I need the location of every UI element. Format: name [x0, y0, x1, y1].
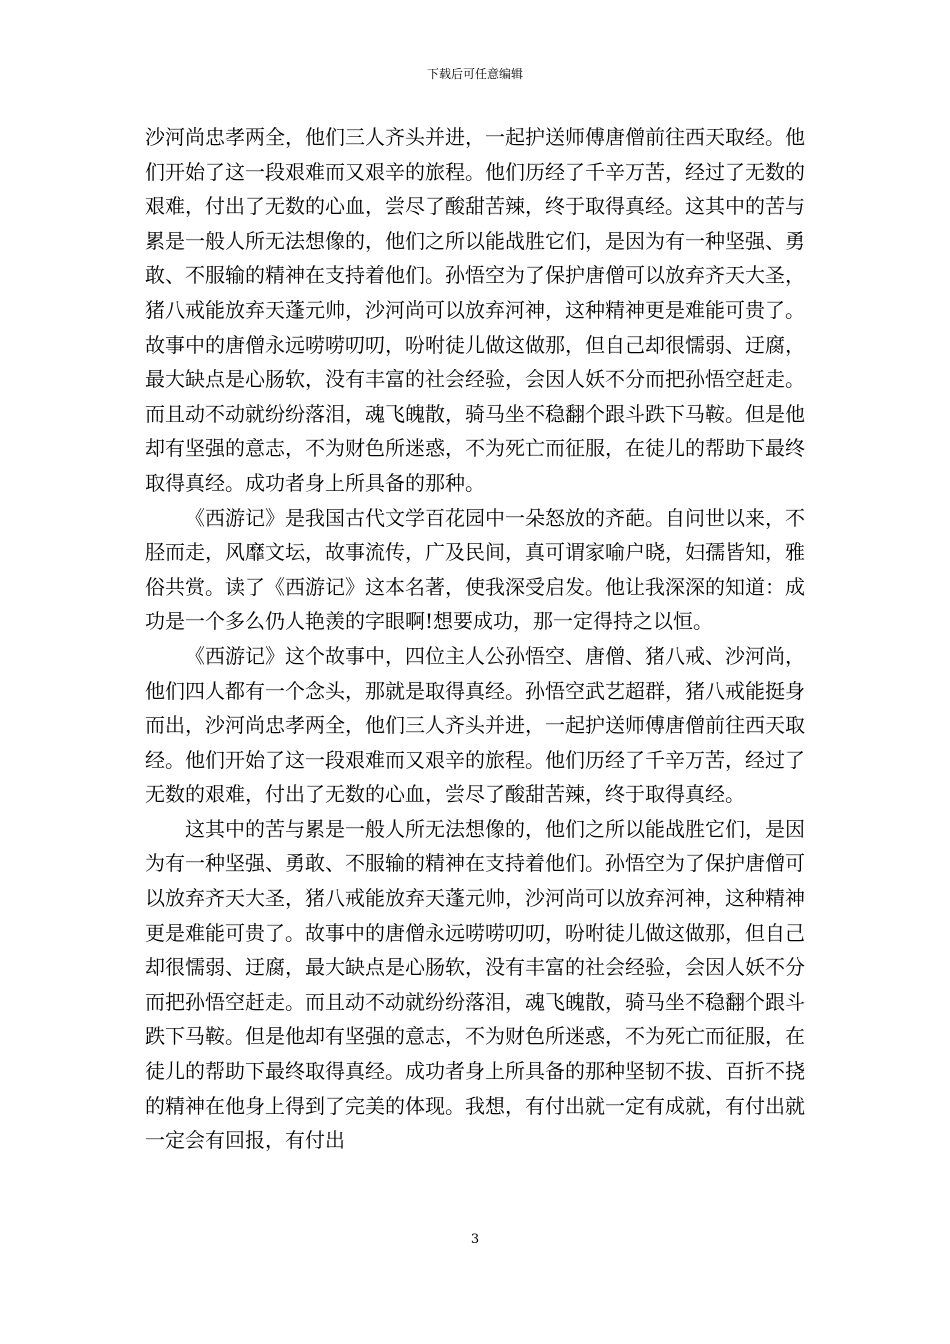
document-body — [145, 120, 805, 1158]
page-number: 3 — [470, 1232, 480, 1247]
paragraph-1: 沙河尚忠孝两全，他们三人齐头并进，一起护送师傅唐僧前往西天取经。他们开始了这一段艰难而又艰辛的旅程。他们历经了千辛万苦，经过了无数的艰难，付出了无数的心血，尝尽了酸甜苦辣，终于取得真经。这其中的苦与累是一般人所无法想像的，他们之所以能战胜它们，是因为有一种坚强、勇敢、不服输的精神在支持着他们。孙悟空为了保护唐僧可以放弃齐天大圣，猪八戒能放弃天蓬元帅，沙河尚可以放弃河神，这种精神更是难能可贵了。故事中的唐僧永远唠唠叨叨，吩咐徒儿做这做那，但自己却很懦弱、迂腐，最大缺点是心肠软，没有丰富的社会经验，会因人妖不分而把孙悟空赶走。而且动不动就纷纷落泪，魂飞魄散，骑马坐不稳翻个跟斗跌下马鞍。但是他却有坚强的意志，不为财色所迷惑，不为死亡而征服，在徒儿的帮助下最终取得真经。成功者身上所具备的那种。 — [145, 125, 805, 495]
page-header: 下载后可任意编辑 — [426, 67, 523, 81]
paragraph-2: 《西游记》是我国古代文学百花园中一朵怒放的齐葩。自问世以来，不胫而走，风靡文坛，故事流传，广及民间，真可谓家喻户晓，妇孺皆知，雅俗共赏。读了《西游记》这本名著，使我深受启发。他让我深深的知道：成功是一个多么仍人艳羡的字眼啊!想要成功，那一定得持之以恒。 — [145, 505, 805, 634]
paragraph-3: 《西游记》这个故事中，四位主人公孙悟空、唐僧、猪八戒、沙河尚，他们四人都有一个念头，那就是取得真经。孙悟空武艺超群，猪八戒能挺身而出，沙河尚忠孝两全，他们三人齐头并进，一起护送师傅唐僧前往西天取经。他们开始了这一段艰难而又艰辛的旅程。他们历经了千辛万苦，经过了无数的艰难，付出了无数的心血，尝尽了酸甜苦辣，终于取得真经。 — [145, 643, 805, 807]
paragraph-4: 这其中的苦与累是一般人所无法想像的，他们之所以能战胜它们，是因为有一种坚强、勇敢、不服输的精神在支持着他们。孙悟空为了保护唐僧可以放弃齐天大圣，猪八戒能放弃天蓬元帅，沙河尚可以放弃河神，这种精神更是难能可贵了。故事中的唐僧永远唠唠叨叨，吩咐徒儿做这做那，但自己却很懦弱、迂腐，最大缺点是心肠软，没有丰富的社会经验，会因人妖不分而把孙悟空赶走。而且动不动就纷纷落泪，魂飞魄散，骑马坐不稳翻个跟斗跌下马鞍。但是他却有坚强的意志，不为财色所迷惑，不为死亡而征服，在徒儿的帮助下最终取得真经。成功者身上所具备的那种坚韧不拔、百折不挠的精神在他身上得到了完美的体现。我想，有付出就一定有成就，有付出就一定会有回报，有付出 — [145, 816, 805, 1153]
